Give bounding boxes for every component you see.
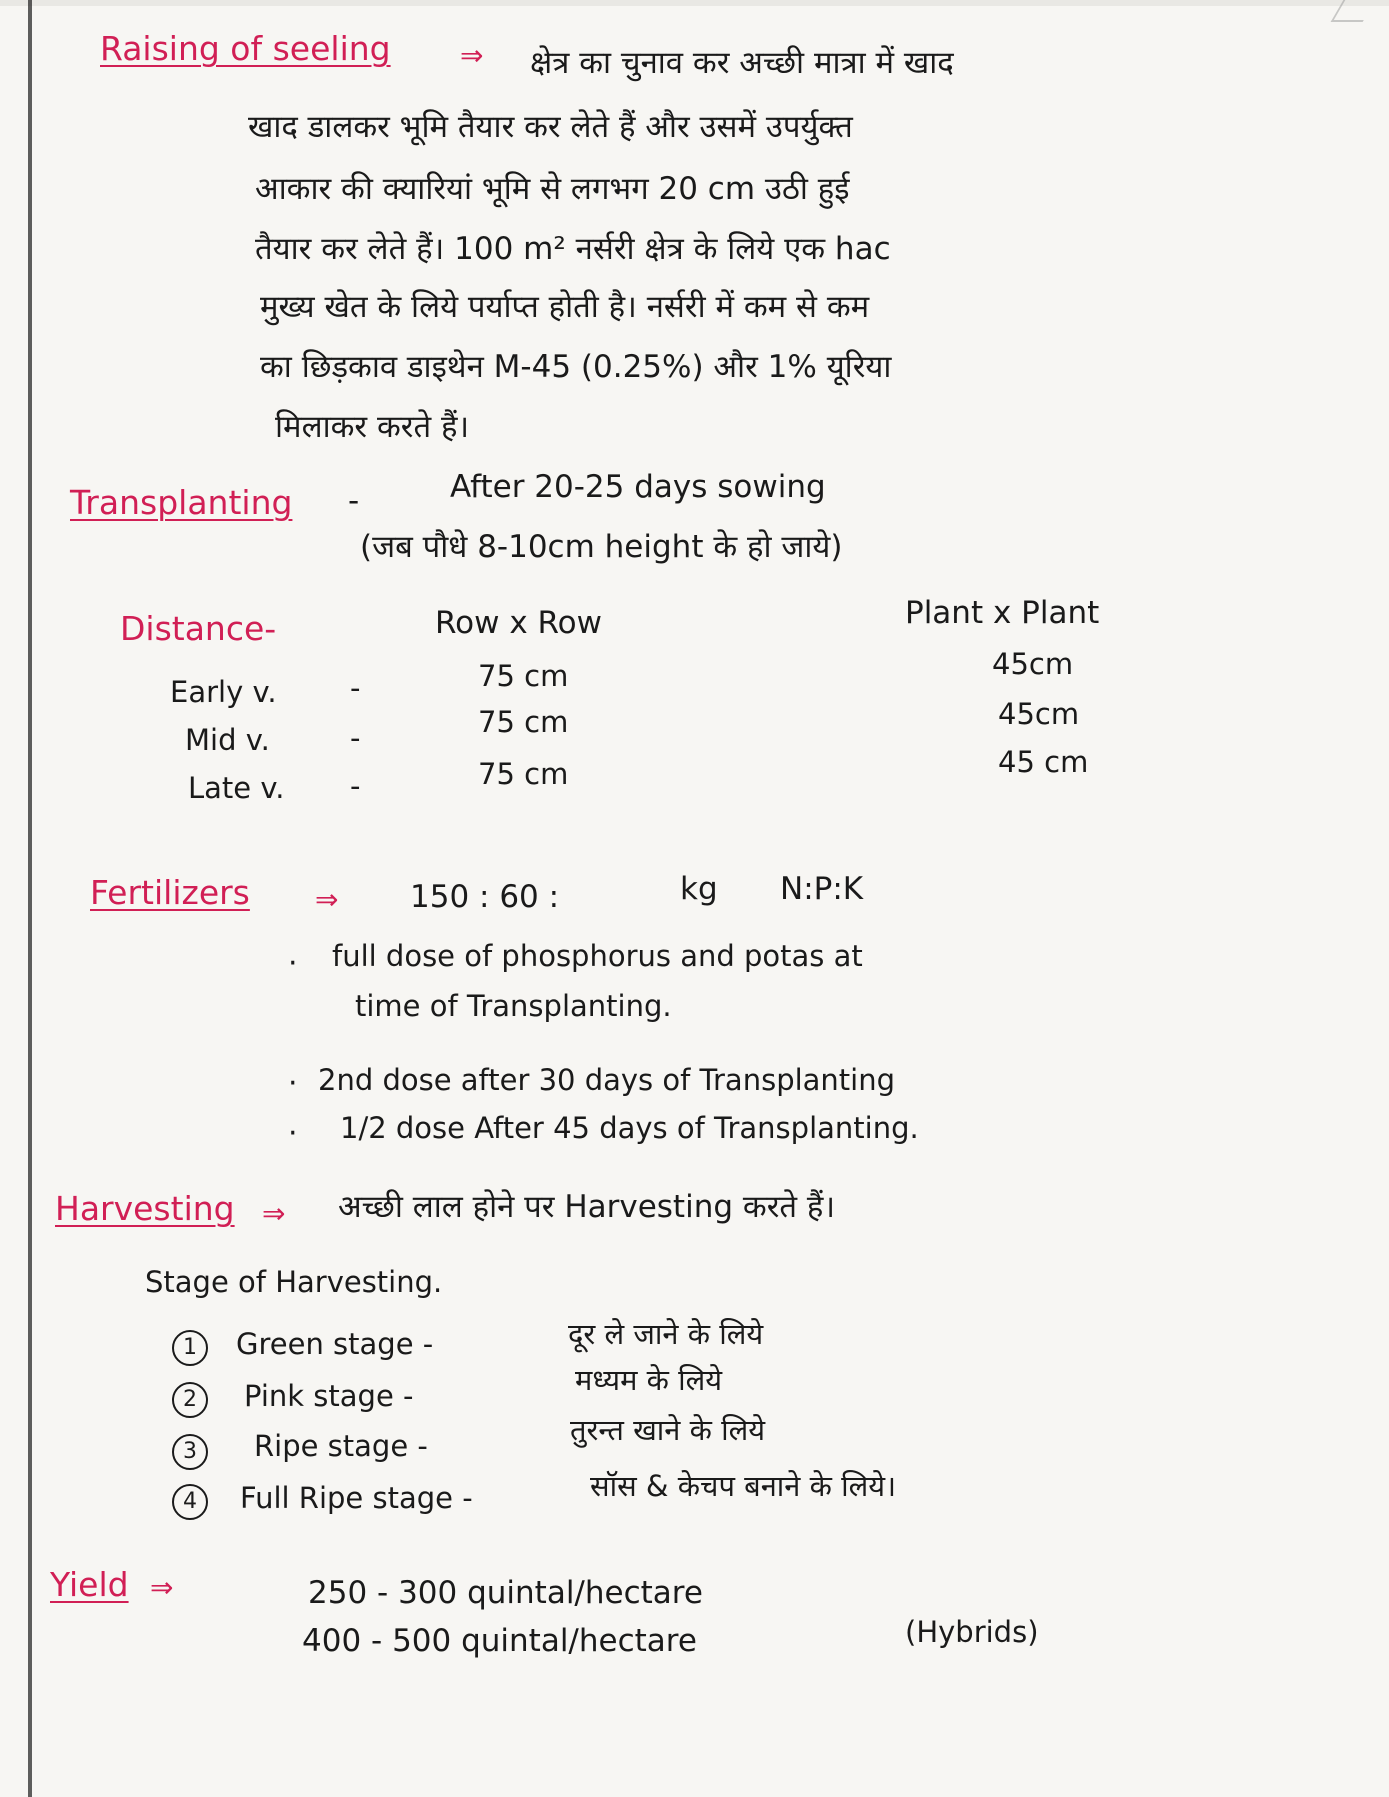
fertilizers-ratio: 150 : 60 : xyxy=(410,879,560,915)
distance-row-late-dash: - xyxy=(350,769,361,803)
distance-row-late-row: 75 cm xyxy=(478,757,569,791)
distance-row-mid-row: 75 cm xyxy=(478,705,569,739)
transplanting-line-1: After 20-25 days sowing xyxy=(450,469,826,505)
fertilizers-bullet-dot-1: · xyxy=(288,946,298,981)
stage-name-1: Green stage - xyxy=(236,1327,434,1361)
distance-row-mid-plant: 45cm xyxy=(998,697,1080,731)
yield-heading: Yield xyxy=(50,1565,129,1604)
stage-name-2: Pink stage - xyxy=(244,1379,414,1413)
page-left-margin-line xyxy=(28,0,32,1797)
fertilizers-arrow-icon: ⇒ xyxy=(315,883,339,916)
harvesting-line: अच्छी लाल होने पर Harvesting करते हैं। xyxy=(338,1189,836,1225)
yield-hybrid-note: (Hybrids) xyxy=(905,1615,1039,1649)
transplanting-dash: - xyxy=(348,483,360,519)
distance-row-early-plant: 45cm xyxy=(992,647,1074,681)
yield-arrow-icon: ⇒ xyxy=(150,1571,174,1604)
stage-use-1: दूर ले जाने के लिये xyxy=(568,1317,764,1351)
raising-line-6: का छिड़काव डाइथेन M-45 (0.25%) और 1% यूरिया xyxy=(260,349,892,385)
transplanting-heading: Transplanting xyxy=(70,483,293,522)
yield-line-2: 400 - 500 quintal/hectare xyxy=(302,1623,697,1659)
stage-use-2: मध्यम के लिये xyxy=(575,1363,723,1397)
raising-line-4: तैयार कर लेते हैं। 100 m² नर्सरी क्षेत्र के लिये एक hac xyxy=(255,231,891,267)
raising-line-7: मिलाकर करते हैं। xyxy=(275,409,470,445)
fertilizers-bullet-dot-3: · xyxy=(288,1116,298,1151)
raising-heading: Raising of seeling xyxy=(100,29,391,68)
harvesting-arrow-icon: ⇒ xyxy=(262,1197,286,1230)
fertilizers-npk: N:P:K xyxy=(780,871,864,907)
distance-row-mid-dash: - xyxy=(350,721,361,755)
fertilizers-unit: kg xyxy=(680,871,718,907)
yield-line-1: 250 - 300 quintal/hectare xyxy=(308,1575,703,1611)
page-top-edge xyxy=(0,0,1389,6)
stage-number-2: 2 xyxy=(172,1382,208,1418)
raising-line-3: आकार की क्यारियां भूमि से लगभग 20 cm उठी हुई xyxy=(255,171,850,207)
transplanting-line-2: (जब पौधे 8-10cm height के हो जाये) xyxy=(360,529,843,565)
fertilizers-bullet-dot-2: · xyxy=(288,1066,298,1101)
raising-line-2: खाद डालकर भूमि तैयार कर लेते हैं और उसमें उपर्युक्त xyxy=(248,109,853,145)
raising-line-1: क्षेत्र का चुनाव कर अच्छी मात्रा में खाद xyxy=(530,45,954,81)
distance-row-mid-label: Mid v. xyxy=(185,723,270,757)
distance-row-late-label: Late v. xyxy=(188,771,285,805)
distance-col-row: Row x Row xyxy=(435,605,602,641)
stage-use-3: तुरन्त खाने के लिये xyxy=(570,1413,766,1447)
distance-row-early-label: Early v. xyxy=(170,675,277,709)
harvesting-heading: Harvesting xyxy=(55,1189,235,1228)
fertilizers-bullet-1-line-1: full dose of phosphorus and potas at xyxy=(332,939,863,973)
stage-number-3: 3 xyxy=(172,1434,208,1470)
stage-number-1: 1 xyxy=(172,1330,208,1366)
fertilizers-bullet-2: 2nd dose after 30 days of Transplanting xyxy=(318,1063,896,1097)
distance-row-late-plant: 45 cm xyxy=(998,745,1089,779)
raising-line-5: मुख्य खेत के लिये पर्याप्त होती है। नर्सरी में कम से कम xyxy=(260,289,870,325)
distance-row-early-dash: - xyxy=(350,671,361,705)
fertilizers-heading: Fertilizers xyxy=(90,873,250,912)
distance-col-plant: Plant x Plant xyxy=(905,595,1100,631)
stage-name-3: Ripe stage - xyxy=(254,1429,428,1463)
raising-arrow-icon: ⇒ xyxy=(460,39,484,72)
fertilizers-bullet-3: 1/2 dose After 45 days of Transplanting. xyxy=(340,1111,919,1145)
harvesting-stage-title: Stage of Harvesting. xyxy=(145,1265,443,1299)
fertilizers-bullet-1-line-2: time of Transplanting. xyxy=(355,989,672,1023)
stage-number-4: 4 xyxy=(172,1484,208,1520)
distance-row-early-row: 75 cm xyxy=(478,659,569,693)
stage-use-4: सॉस & केचप बनाने के लिये। xyxy=(590,1469,897,1503)
distance-heading: Distance- xyxy=(120,609,277,648)
stage-name-4: Full Ripe stage - xyxy=(240,1481,473,1515)
